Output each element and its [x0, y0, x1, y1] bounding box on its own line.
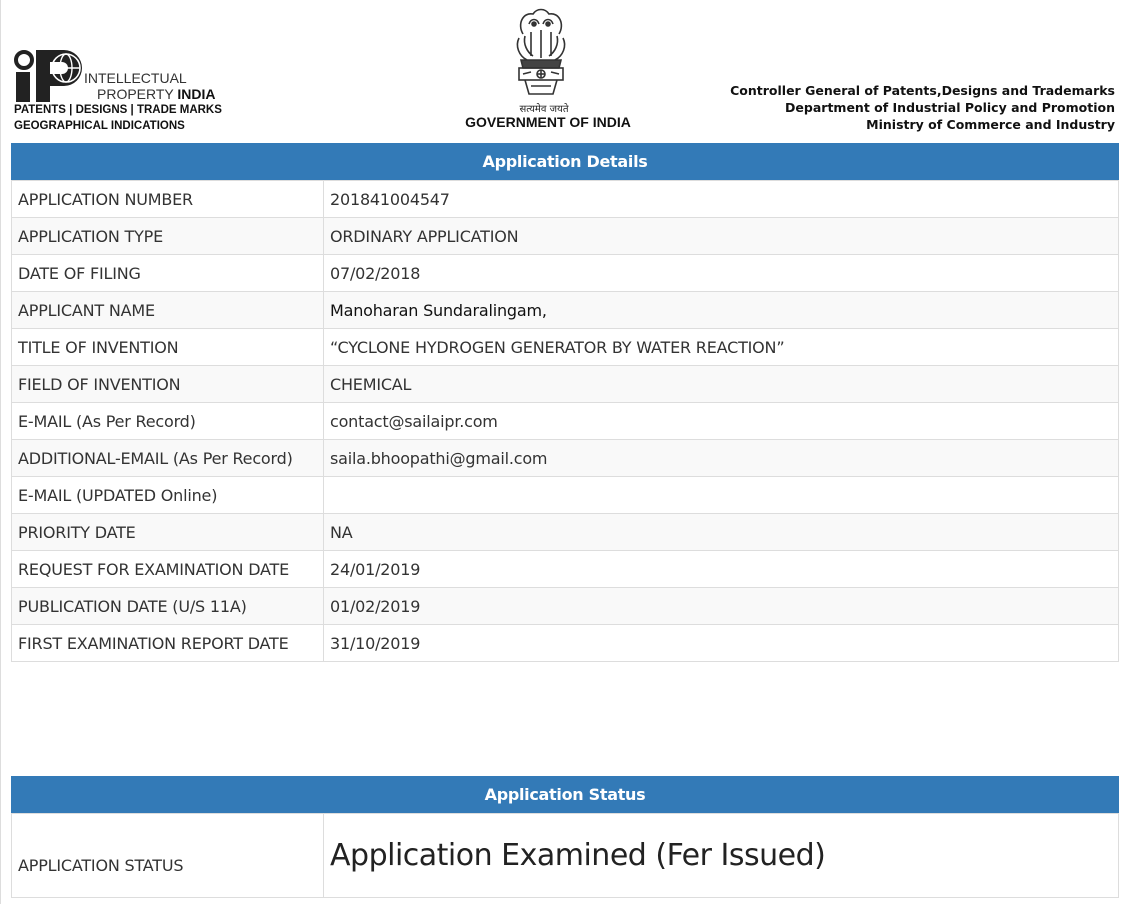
- table-row: [12, 477, 1119, 514]
- ip-logo-property: PROPERTY: [97, 86, 178, 102]
- row-value: CHEMICAL: [324, 366, 1119, 403]
- table-row: [12, 181, 1119, 218]
- row-label: PUBLICATION DATE (U/S 11A): [12, 588, 324, 625]
- row-label: PRIORITY DATE: [12, 514, 324, 551]
- cg-line2: Department of Industrial Policy and Promotion: [785, 100, 1115, 115]
- ip-india-logo[interactable]: [14, 48, 244, 138]
- table-row: [12, 514, 1119, 551]
- table-row: [12, 403, 1119, 440]
- national-emblem-icon: [501, 4, 581, 104]
- applicant-name: Manoharan Sundaralingam,: [324, 292, 1119, 329]
- row-label: REQUEST FOR EXAMINATION DATE: [12, 551, 324, 588]
- row-label: FIELD OF INVENTION: [12, 366, 324, 403]
- status-value: Application Examined (Fer Issued): [324, 814, 1119, 898]
- application-details-table: [11, 180, 1119, 662]
- emblem-motto: सत्यमेव जयते: [519, 104, 569, 115]
- application-details-title: Application Details: [11, 143, 1119, 180]
- ip-logo-text-line1: INTELLECTUAL: [84, 70, 187, 86]
- row-label: APPLICATION TYPE: [12, 218, 324, 255]
- row-label: APPLICANT NAME: [12, 292, 324, 329]
- ip-logo-text-line2: [97, 86, 216, 102]
- table-row: [12, 440, 1119, 477]
- row-label: TITLE OF INVENTION: [12, 329, 324, 366]
- table-row: [12, 292, 1119, 329]
- row-value: 01/02/2019: [324, 588, 1119, 625]
- row-value: 31/10/2019: [324, 625, 1119, 662]
- table-row: [12, 329, 1119, 366]
- email-value[interactable]: contact@sailaipr.com: [324, 403, 1119, 440]
- table-row: [12, 218, 1119, 255]
- row-value: ORDINARY APPLICATION: [324, 218, 1119, 255]
- page-header: [1, 0, 1126, 143]
- table-row: [12, 366, 1119, 403]
- additional-email-value[interactable]: saila.bhoopathi@gmail.com: [324, 440, 1119, 477]
- row-label: FIRST EXAMINATION REPORT DATE: [12, 625, 324, 662]
- row-value: [324, 477, 1119, 514]
- status-label: APPLICATION STATUS: [12, 814, 324, 898]
- ip-logo-india: INDIA: [177, 86, 216, 102]
- table-row: [12, 255, 1119, 292]
- row-label: DATE OF FILING: [12, 255, 324, 292]
- table-row: [12, 814, 1119, 898]
- row-label: E-MAIL (UPDATED Online): [12, 477, 324, 514]
- row-label: E-MAIL (As Per Record): [12, 403, 324, 440]
- row-label: APPLICATION NUMBER: [12, 181, 324, 218]
- application-status-table: [11, 813, 1119, 898]
- table-row: [12, 625, 1119, 662]
- row-value: 24/01/2019: [324, 551, 1119, 588]
- row-value: 201841004547: [324, 181, 1119, 218]
- application-status-title: Application Status: [11, 776, 1119, 813]
- row-value: “CYCLONE HYDROGEN GENERATOR BY WATER REACTION”: [324, 329, 1119, 366]
- row-value: NA: [324, 514, 1119, 551]
- cg-line3: Ministry of Commerce and Industry: [866, 117, 1115, 132]
- ip-logo-categories: PATENTS | DESIGNS | TRADE MARKS: [14, 104, 222, 116]
- controller-general-block: [730, 82, 1115, 133]
- row-label: ADDITIONAL-EMAIL (As Per Record): [12, 440, 324, 477]
- ip-india-mark-icon: [14, 48, 84, 104]
- table-row: [12, 551, 1119, 588]
- row-value: 07/02/2018: [324, 255, 1119, 292]
- table-row: [12, 588, 1119, 625]
- government-of-india: GOVERNMENT OF INDIA: [465, 114, 631, 130]
- cg-line1: Controller General of Patents,Designs and Trademarks: [730, 83, 1115, 98]
- ip-logo-gi: GEOGRAPHICAL INDICATIONS: [14, 120, 185, 132]
